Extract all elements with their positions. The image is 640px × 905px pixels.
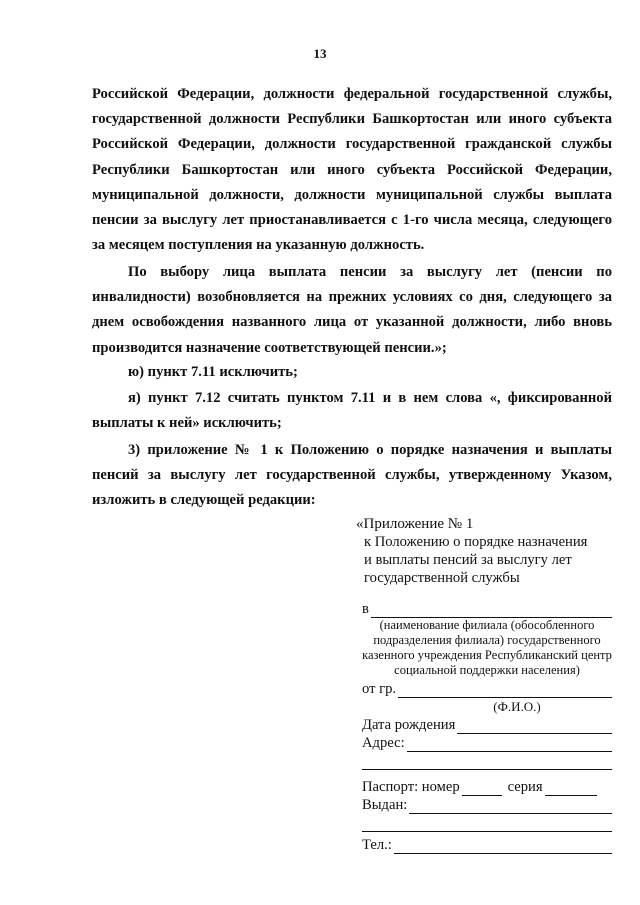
address-field[interactable] — [407, 737, 612, 752]
passport-row — [362, 778, 612, 796]
body-text-2 — [92, 260, 612, 361]
issued-field[interactable] — [409, 799, 612, 814]
birth-field[interactable] — [457, 719, 612, 734]
to-row — [362, 600, 612, 618]
issued-extra-line[interactable] — [362, 814, 612, 832]
phone-row — [362, 836, 612, 854]
body-text-5 — [92, 438, 612, 514]
phone-label: Тел.: — [362, 837, 392, 853]
paragraph-4: я) пункт 7.12 считать пунктом 7.11 и в нем слова «, фиксированной выплаты к ней» исключить; — [92, 390, 612, 432]
birth-row — [362, 716, 612, 734]
passport-series-field[interactable] — [545, 781, 597, 796]
page-number: 13 — [313, 46, 327, 61]
from-label: от гр. — [362, 681, 397, 697]
application-form-header — [362, 600, 612, 854]
paragraph-1: Российской Федерации, должности федеральной государственной службы, государственной должности Республики Башкортостан или иного субъекта Российской Федерации, должности государственной гражданской службы Республики Башкортостан или иного субъекта Российской Федерации, муниципальной должности, должности муниципальной службы выплата пенсии за выслугу лет приостанавливается с 1-го числа месяца, следующего за месяцем поступления на указанную должность. — [92, 86, 612, 254]
address-row — [362, 734, 612, 752]
to-field[interactable] — [371, 603, 612, 618]
annex-heading — [356, 515, 616, 587]
to-label: в — [362, 601, 369, 617]
passport-number-field[interactable] — [462, 781, 502, 796]
paragraph-3: ю) пункт 7.11 исключить; — [128, 364, 298, 380]
address-label: Адрес: — [362, 735, 405, 751]
issued-label: Выдан: — [362, 797, 408, 813]
phone-field[interactable] — [394, 839, 612, 854]
body-text — [92, 82, 612, 258]
issued-row — [362, 796, 612, 814]
to-note: (наименование филиала (обособленного подразделения филиала) государственного казенного учреждения Республиканский центр социальной поддержки населения) — [362, 618, 612, 677]
birth-label: Дата рождения — [362, 717, 456, 733]
series-label: серия — [507, 779, 543, 795]
annex-line-3: и выплаты пенсий за выслугу лет — [364, 552, 572, 568]
body-text-4 — [92, 386, 612, 436]
from-row — [362, 680, 612, 698]
from-field[interactable] — [398, 683, 612, 698]
passport-label: Паспорт: номер — [362, 779, 460, 795]
body-text-3 — [92, 360, 612, 385]
fio-note: (Ф.И.О.) — [493, 699, 541, 714]
address-extra-line[interactable] — [362, 752, 612, 770]
annex-line-4: государственной службы — [364, 570, 520, 586]
paragraph-5: 3) приложение № 1 к Положению о порядке назначения и выплаты пенсий за выслугу лет государственной службы, утвержденному Указом, изложить в следующей редакции: — [92, 442, 612, 509]
annex-line-2: к Положению о порядке назначения — [364, 534, 588, 550]
annex-title: «Приложение № 1 — [356, 516, 474, 532]
paragraph-2: По выбору лица выплата пенсии за выслугу лет (пенсии по инвалидности) возобновляется на прежних условиях со дня, следующего за днем освобождения названного лица от указанной должности, либо вновь производится назначение соответствующей пенсии.»; — [92, 264, 612, 356]
